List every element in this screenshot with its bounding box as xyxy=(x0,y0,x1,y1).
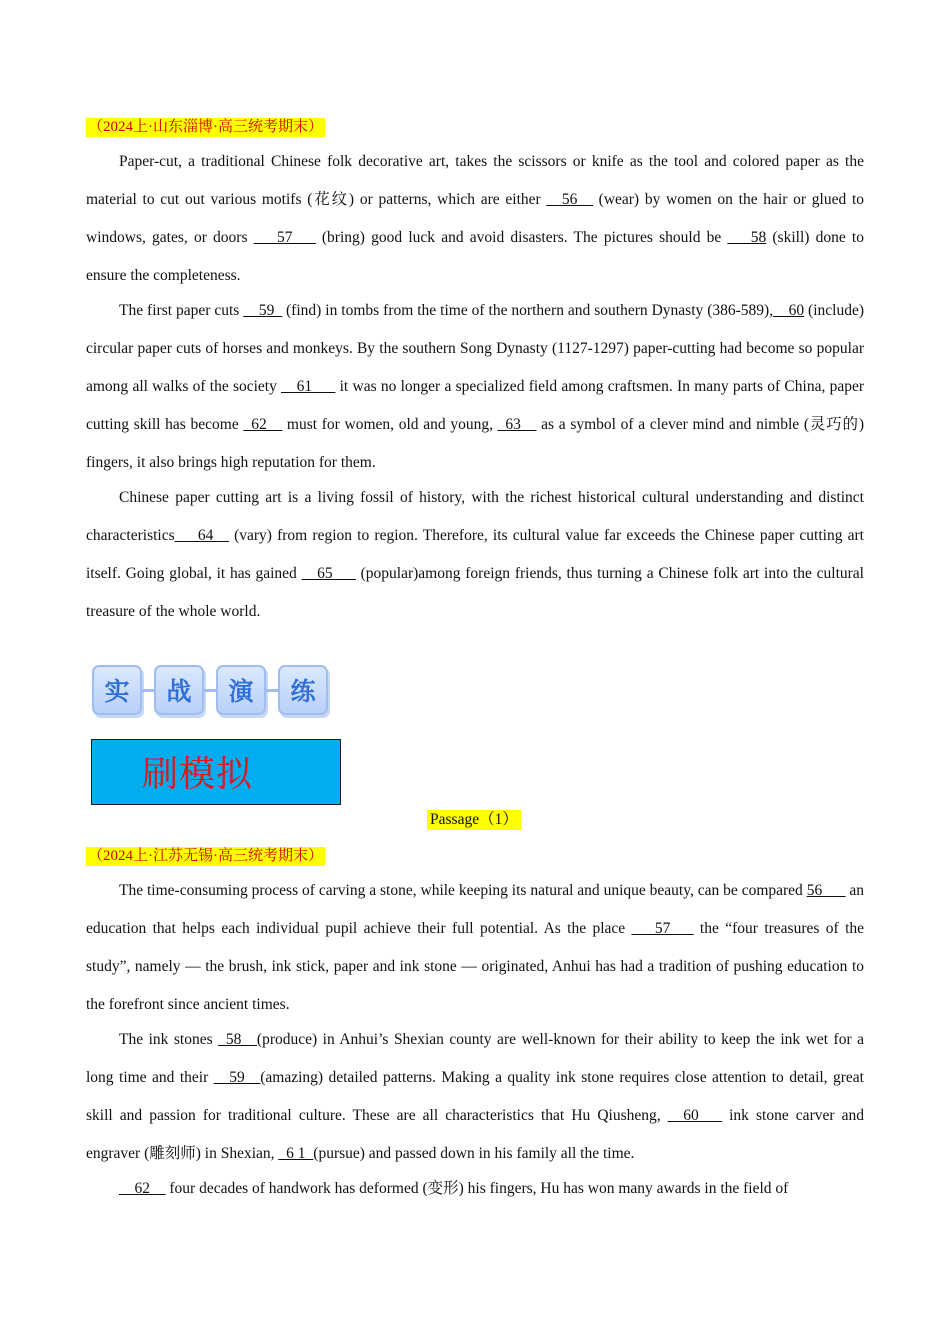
badge-shi: 实 xyxy=(92,665,142,715)
blank-59[interactable]: __59_ xyxy=(243,302,283,319)
badge-connector xyxy=(142,689,154,692)
badge-yan: 演 xyxy=(216,665,266,715)
blank-58[interactable]: ___58 xyxy=(727,229,767,246)
passage-2-text xyxy=(86,872,864,1208)
badge-connector xyxy=(204,689,216,692)
blank-57[interactable]: ___57___ xyxy=(631,920,694,937)
blank-56[interactable]: 56___ xyxy=(806,882,846,899)
blank-63[interactable]: _63__ xyxy=(497,416,537,433)
simulation-banner xyxy=(91,739,341,805)
passage-title: Passage（1） xyxy=(427,810,521,830)
blank-58[interactable]: _58__ xyxy=(218,1031,257,1048)
blank-57[interactable]: ___57___ xyxy=(253,229,316,246)
badge-lian: 练 xyxy=(278,665,328,715)
paragraph: The ink stones _58__(produce) in Anhui’s Shexian county are well-known for their ability to keep the ink wet for a long time and their __59__(amazing) detailed patterns. Making a quality ink stone requires close attention to detail, great skill and passion for traditional culture. These are all characteristics that Hu Qiusheng, __60___ ink stone carver and engraver (雕刻师) in Shexian, _6 1_(pursue) and passed down in his family all the time. xyxy=(86,1031,864,1162)
paragraph: The first paper cuts __59_ (find) in tombs from the time of the northern and southern Dynasty (386-589),__60 (include) circular paper cuts of horses and monkeys. By the southern Song Dynasty (1127-1297) paper-cutting had become so popular among all walks of the society __61___ it was no longer a specialized field among craftsmen. In many parts of China, paper cutting skill has become _62__ must for women, old and young, _63__ as a symbol of a clever mind and nimble (灵巧的) fingers, it also brings high reputation for them. xyxy=(86,302,865,471)
blank-60[interactable]: __60___ xyxy=(667,1107,722,1124)
paragraph: The time-consuming process of carving a stone, while keeping its natural and unique beauty, can be compared 56___ an education that helps each individual pupil achieve their full potential. As the place ___57___ the “four treasures of the study”, namely — the brush, ink stick, paper and ink stone — originated, Anhui has had a tradition of pushing education to the forefront since ancient times. xyxy=(86,882,865,1013)
blank-56[interactable]: __56__ xyxy=(546,191,593,208)
paragraph: Paper-cut, a traditional Chinese folk decorative art, takes the scissors or knife as the tool and colored paper as the material to cut out various motifs (花纹) or patterns, which are either __56__ (wear) by women on the hair or glued to windows, gates, or doors ___57___ (bring) good luck and avoid disasters. The pictures should be ___58 (skill) done to ensure the completeness. xyxy=(86,153,865,284)
blank-60[interactable]: __60 xyxy=(773,302,805,319)
source-label: （2024上·山东淄博·高三统考期末） xyxy=(88,119,323,135)
passage-1-text xyxy=(86,143,864,631)
banner-title: 刷模拟 xyxy=(142,754,254,795)
source-tag-2 xyxy=(86,847,325,866)
paragraph: Chinese paper cutting art is a living fossil of history, with the richest historical cultural understanding and distinct characteristics___64__ (vary) from region to region. Therefore, its cultural value far exceeds the Chinese paper cutting art itself. Going global, it has gained __65___ (popular)among foreign friends, thus turning a Chinese folk art into the cultural treasure of the whole world. xyxy=(86,489,864,620)
blank-59[interactable]: __59__ xyxy=(213,1069,261,1086)
badge-connector xyxy=(266,689,278,692)
practice-badges xyxy=(92,665,328,715)
blank-61[interactable]: __61___ xyxy=(281,378,336,395)
source-label: （2024上·江苏无锡·高三统考期末） xyxy=(88,848,323,864)
source-tag-1 xyxy=(86,118,325,137)
blank-62[interactable]: __62__ xyxy=(119,1180,166,1197)
blank-62[interactable]: _62__ xyxy=(243,416,283,433)
paragraph: __62__ four decades of handwork has deformed (变形) his fingers, Hu has won many awards in the field of xyxy=(119,1180,789,1197)
blank-61[interactable]: _6 1_ xyxy=(278,1145,314,1162)
blank-64[interactable]: ___64__ xyxy=(174,527,229,544)
blank-65[interactable]: __65___ xyxy=(301,565,356,582)
badge-zhan: 战 xyxy=(154,665,204,715)
